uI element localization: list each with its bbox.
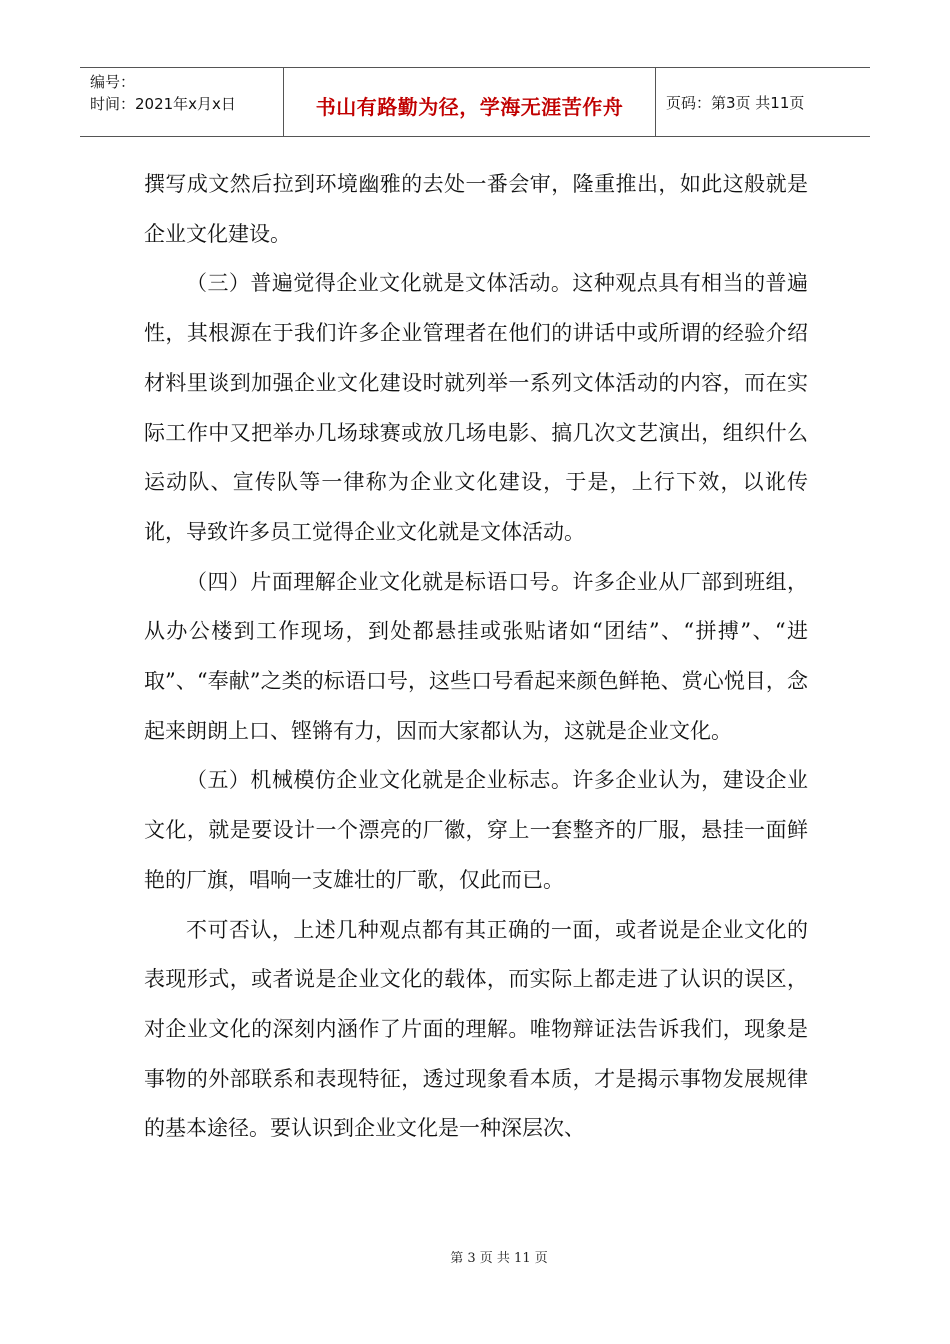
document-date-label: 时间：2021年x月x日 [90,95,236,113]
header-motto: 书山有路勤为径，学海无涯苦作舟 [315,94,624,119]
document-header [80,67,870,137]
header-page-label: 页码：第3页 共11页 [666,93,805,112]
page-footer: 第 3 页 共 11 页 [450,1251,548,1266]
paragraph-conclusion: 不可否认，上述几种观点都有其正确的一面，或者说是企业文化的表现形式，或者说是企业文化的载体，而实际上都走进了认识的误区，对企业文化的深刻内涵作了片面的理解。唯物辩证法告诉我们，现象是事物的外部联系和表现特征，透过现象看本质，才是揭示事物发展规律的基本途径。要认识到企业文化是一种深层次、 [144,917,808,1141]
header-page-cell [656,68,870,136]
paragraph-point-three: （三）普遍觉得企业文化就是文体活动。这种观点具有相当的普遍性，其根源在于我们许多企业管理者在他们的讲话中或所谓的经验介绍材料里谈到加强企业文化建设时就列举一系列文体活动的内容，而在实际工作中又把举办几场球赛或放几场电影、搞几次文艺演出，组织什么运动队、宣传队等一律称为企业文化建设，于是，上行下效，以讹传讹，导致许多员工觉得企业文化就是文体活动。 [144,271,808,544]
document-body [144,160,808,1154]
header-motto-cell [284,68,656,136]
paragraph-point-five: （五）机械模仿企业文化就是企业标志。许多企业认为，建设企业文化，就是要设计一个漂亮的厂徽，穿上一套整齐的厂服，悬挂一面鲜艳的厂旗，唱响一支雄壮的厂歌，仅此而已。 [144,768,808,892]
paragraph-continuation: 撰写成文然后拉到环境幽雅的去处一番会审，隆重推出，如此这般就是企业文化建设。 [144,172,808,246]
document-number-label: 编号： [90,73,136,91]
paragraph-point-four: （四）片面理解企业文化就是标语口号。许多企业从厂部到班组，从办公楼到工作现场，到处都悬挂或张贴诸如“团结”、“拼搏”、“进取”、“奉献”之类的标语口号，这些口号看起来颜色鲜艳、赏心悦目，念起来朗朗上口、铿锵有力，因而大家都认为，这就是企业文化。 [144,569,808,743]
header-meta-cell [80,68,284,136]
